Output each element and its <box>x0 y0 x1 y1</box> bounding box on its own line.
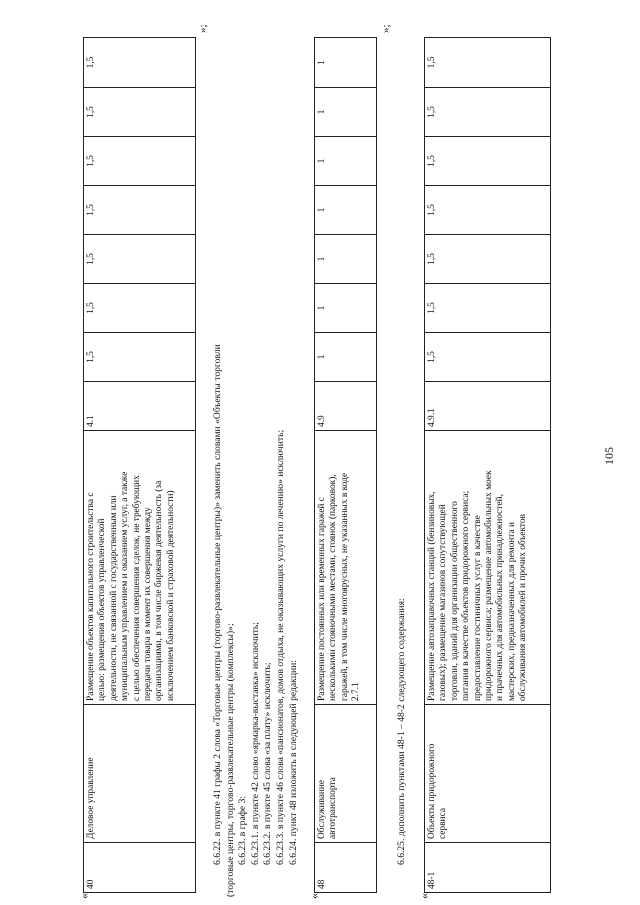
code-cell: 4.9.1 <box>425 382 551 431</box>
value-cell: 1 <box>315 333 377 382</box>
description-line: с целью обеспечения совершения сделок, не требующих <box>131 475 142 701</box>
value-cell: 1,5 <box>84 137 196 186</box>
name-line: Обслуживание <box>317 779 327 839</box>
description-line: организациями, в том числе биржевая деятельность (за <box>154 480 165 701</box>
paragraph-line: 6.6.24. пункт 48 изложить в следующей редакции: <box>287 660 299 865</box>
row-number: 48 <box>315 843 377 893</box>
table-row-48-1 <box>424 37 551 893</box>
code-cell: 4.9 <box>315 382 377 431</box>
value-cell: 1,5 <box>84 38 196 88</box>
description-line: Размещение объектов капитального строительства с <box>86 492 96 701</box>
description-line: и прачечных для автомобильных принадлежностей, <box>495 494 506 701</box>
description-line: Размещение постоянных или временных гаражей с <box>317 497 327 701</box>
row-description <box>425 431 551 705</box>
description-line: Размещение автозаправочных станций (бензиновых, <box>427 491 437 701</box>
paragraph-line: 6.6.23.1. в пункте 42 слово «ярмарка-выставка» исключить; <box>249 622 261 865</box>
row-number: 40 <box>84 843 196 893</box>
table-row-40 <box>83 37 196 893</box>
amendment-paragraphs <box>212 344 300 897</box>
code-cell: 4.1 <box>84 382 196 431</box>
row-name <box>315 705 377 843</box>
table-row-48 <box>314 37 377 893</box>
value-cell: 1 <box>315 284 377 333</box>
description-line: гаражей, в том числе многоярусных, не указанных в коде <box>339 472 350 701</box>
name-line: Объекты придорожного <box>427 743 437 839</box>
closing-mark: »; <box>380 24 392 33</box>
row-description <box>315 431 377 705</box>
value-cell: 1,5 <box>425 186 551 235</box>
value-cell: 1 <box>315 88 377 137</box>
value-cell: 1,5 <box>425 235 551 284</box>
open-quote: « <box>417 893 431 899</box>
value-cell: 1,5 <box>425 38 551 88</box>
paragraph-line: 6.6.23. в графе 3: <box>237 795 249 865</box>
value-cell: 1 <box>315 235 377 284</box>
paragraph-line: 6.6.23.3. в пункте 46 слова «пансионатов, домов отдыха, не оказывающих услуги по лечению» исключить; <box>274 429 286 865</box>
value-cell: 1,5 <box>425 333 551 382</box>
value-cell: 1,5 <box>84 88 196 137</box>
paragraph-line: (торговые центры, торгово-развлекательные центры (комплексы)»; <box>224 623 236 897</box>
value-cell: 1,5 <box>425 88 551 137</box>
value-cell: 1,5 <box>84 333 196 382</box>
value-cell: 1,5 <box>84 235 196 284</box>
row-number: 48-1 <box>425 843 551 893</box>
description-line: мастерских, предназначенных для ремонта и <box>506 521 517 701</box>
description-line: питания в качестве объектов придорожного сервиса; <box>461 490 472 701</box>
description-line: муниципальным управлением и оказанием услуг, а также <box>120 471 131 701</box>
value-cell: 1 <box>315 186 377 235</box>
description-line: деятельности, не связанной с государственным или <box>108 495 119 701</box>
description-line: целью: размещения объектов управленческой <box>97 518 108 701</box>
open-quote: « <box>77 893 91 899</box>
description-line: предоставление гостиничных услуг в качестве <box>472 515 483 701</box>
value-cell: 1 <box>315 38 377 88</box>
description-line: передачи товара в момент их совершения между <box>143 507 154 701</box>
page-number: 105 <box>602 447 616 465</box>
description-line: несколькими стояночными местами, стоянок (парковок), <box>328 474 339 701</box>
value-cell: 1 <box>315 137 377 186</box>
row-name <box>425 705 551 843</box>
name-line: автотранспорта <box>328 777 339 839</box>
open-quote: « <box>307 893 321 899</box>
description-line: обслуживания автомобилей и прочих объектов <box>518 514 529 701</box>
paragraph-line: 6.6.22. в пункте 41 графы 2 слова «Торговые центры (торгово-развлекательные центры)» заменить словами «Объекты торговли <box>212 344 223 865</box>
name-line: сервиса <box>438 807 449 839</box>
description-line: торговли, зданий для организации общественного <box>449 501 460 701</box>
description-line: 2.7.1 <box>351 682 362 701</box>
paragraph-line: 6.6.23.2. в пункте 45 слова «за плату» исключить; <box>262 662 274 865</box>
value-cell: 1,5 <box>425 137 551 186</box>
value-cell: 1,5 <box>425 284 551 333</box>
closing-mark: »; <box>197 24 209 33</box>
description-line: газовых); размещение магазинов сопутствующей <box>438 504 449 701</box>
description-line: исключением банковской и страховой деятельности) <box>165 490 176 701</box>
value-cell: 1,5 <box>84 186 196 235</box>
row-name: Деловое управление <box>84 705 196 843</box>
value-cell: 1,5 <box>84 284 196 333</box>
description-line: придорожного сервиса; размещение автомобильных моек <box>484 470 495 701</box>
paragraph-line: 6.6.25. дополнить пунктами 48-1 – 48-2 следующего содержания: <box>396 598 407 865</box>
row-description <box>84 431 196 705</box>
